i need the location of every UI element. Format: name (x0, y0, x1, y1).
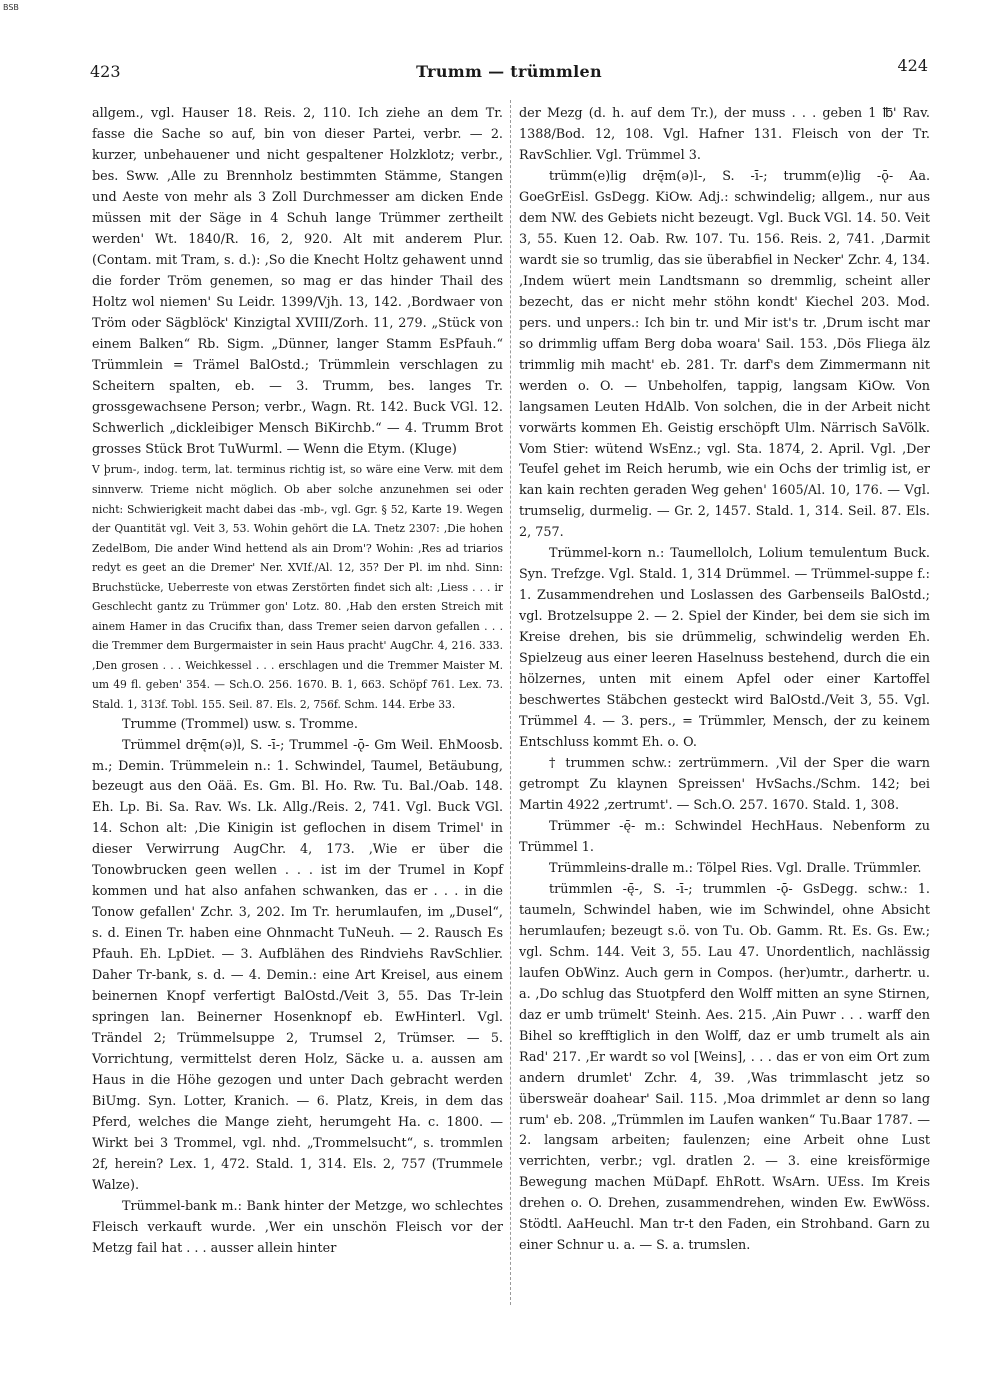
page-number-right: 424 (897, 56, 928, 75)
page-title: Trumm — trümmlen (416, 62, 602, 81)
right-column (519, 104, 930, 1257)
running-header (90, 56, 928, 86)
paragraph-trumm-continued: allgem., vgl. Hauser 18. Reis. 2, 110. Ich ziehe an dem Tr. fasse die Sache so auf, bin von dieser Partei, verbr. — 2. kurzer, unbehauener und nicht gespaltener Holzklotz; verbr., bes. Sww. ‚Alle zu Brennholz bestimmten Stämme, Stangen und Aeste von mehr als 3 Zoll Durchmesser am dicken Ende müssen mit der Säge in 4 Schuh lange Trümmer zertheilt werden' Wt. 1840/R. 16, 2, 920. Alt mit anderem Plur. (Contam. mit Tram, s. d.): ‚So die Knecht Holtz gehawent unnd die forder Tröm genemen, so mag er das hinder Thail des Holtz wol niemen' Su Leidr. 1399/Vjh. 13, 142. ‚Bordwaer von Tröm oder Sägblöck' Kinzigtal XVIII/Zorh. 11, 279. „Stück von einem Balken“ Rb. Sigm. „Dünner, langer Stamm EsPfauh.“ Trümmlein = Trämel BalOstd.; Trümmlein verschlagen zu Scheitern spalten, eb. — 3. Trumm, bes. langes Tr. grossgewachsene Person; verbr., Wagn. Rt. 142. Buck VGl. 12. Schwerlich „dickleibiger Mensch BiKirchb.“ — 4. Trumm Brot grosses Stück Brot TuWurml. — Wenn die Etym. (Kluge) (92, 106, 503, 457)
entry-truemmel: Trümmel drę̄m(ə)l, S. -ī-; Trummel -ǭ- Gm Weil. EhMoosb. m.; Demin. Trümmelein n.: 1. Schwindel, Taumel, Betäubung, bezeugt aus den Oää. Es. Gm. Bl. Ho. Rw. Tu. Bal./Oab. 148. Eh. Lp. Bi. Sa. Rav. Ws. Lk. Allg./Reis. 2, 741. Vgl. Buck VGl. 14. Schon alt: ‚Die Kinigin ist geflochen in disem Trimel' in dieser Verwirrung AugChr. 4, 173. ‚Wie er über die Tonowbrucken geen wellen . . . ist im der Trumel in Kopf kommen und hat also anfahen schwanken, das er . . . in die Tonow gefallen' Zchr. 3, 202. Im Tr. herumlaufen, im „Dusel“, s. d. Einen Tr. haben eine Ohnmacht TuNeuh. — 2. Rausch Es Pfauh. Eh. LpDiet. — 3. Aufblähen des Rindviehs RavSchlier. Daher Tr-bank, s. d. — 4. Demin.: eine Art Kreisel, aus einem beinernen Knopf verfertigt BalOstd./Veit 3, 55. Das Tr-lein springen lan. Beinerner Hosenknopf eb. EwHinterl. Vgl. Trändel 2; Trümmelsuppe 2, Trumsel 2, Trümser. — 5. Vorrichtung, vermittelst deren Holz, Säcke u. a. aussen am Haus in die Höhe gezogen und unter Dach gebracht werden BiUmg. Syn. Lotter, Kranich. — 6. Platz, Kreis, in dem das Pferd, welches die Mange zieht, herumgeht Ha. c. 1800. — Wirkt bei 3 Trommel, vgl. nhd. „Trommelsucht“, s. trommlen 2f, herein? Lex. 1, 472. Stald. 1, 314. Els. 2, 757 (Trummele Walze). (92, 737, 503, 1193)
etymology-note: V þrum-, indog. term, lat. terminus richtig ist, so wäre eine Verw. mit dem sinnverw. Trieme nicht möglich. Ob aber solche anzunehmen sei oder nicht: Schwierigkeit macht dabei das -mb-, vgl. Ggr. § 52, Karte 19. Wegen der Quantität vgl. Veit 3, 53. Wohin gehört die LA. Tnetz 2307: ‚Die hohen ZedelBom, Die ander Wind hettend als ain Drom'? Wohin: ‚Res ad triarios redyt es geet an die Dremer' Ner. XVIf./Al. 12, 35? Der Pl. im nhd. Sinn: Bruchstücke, Ueberreste von etwas Zerstörten findet sich alt: ‚Liess . . . ir Geschlecht gantz zu Trümmer gon' Lotz. 80. ‚Hab den ersten Streich mit ainem Hamer in das Crucifix than, dass Tremer seien darvon gefallen . . . die Tremmer dem Burgermaister in sein Haus pracht' AugChr. 4, 216. 333. ‚Den grosen . . . Weichkessel . . . erschlagen und die Tremmer Maister M. um 49 fl. geben' 354. — Sch.O. 256. 1670. B. 1, 663. Schöpf 761. Lex. 73. Stald. 1, 313f. Tobl. 155. Seil. 87. Els. 2, 756f. Schm. 144. Erbe 33. (92, 463, 503, 712)
left-column (92, 104, 503, 1260)
library-stamp: BSB (3, 3, 19, 12)
entry-truemmel-korn: Trümmel-korn n.: Taumellolch, Lolium temulentum Buck. Syn. Trefzge. Vgl. Stald. 1, 314 Drümmel. — Trümmel-suppe f.: 1. Zusammendrehen und Loslassen des Garbenseils BalOstd.; vgl. Brotzelsuppe 2. — 2. Spiel der Kinder, bei dem sie sich im Kreise drehen, bis sie drümmelig, schwindelig werden Eh. Spielzeug aus einer leeren Haselnuss bestehend, durch die ein hölzernes, unten mit einem Apfel oder einer Kartoffel beschwertes Stäbchen gesteckt wird BalOstd./Veit 3, 55. Vgl. Trümmel 4. — 3. pers., = Trümmler, Mensch, der zu keinem Entschluss kommt Eh. o. O. (519, 546, 930, 751)
entry-truemmel-bank: Trümmel-bank m.: Bank hinter der Metzge, wo schlechtes Fleisch verkauft wurde. ‚Wer ein unschön Fleisch vor der Metzg fail hat . . . ausser allein hinter (92, 1198, 503, 1256)
paragraph-truemmel-bank-continued: der Mezg (d. h. auf dem Tr.), der muss . . . geben 1 ℔' Rav. 1388/Bod. 12, 108. Vgl. Hafner 131. Fleisch von der Tr. RavSchlier. Vgl. Trümmel 3. (519, 106, 930, 163)
entry-truemmleins-dralle: Trümmleins-dralle m.: Tölpel Ries. Vgl. Dralle. Trümmler. (549, 860, 922, 876)
column-divider (510, 100, 511, 1305)
entry-trummen: † trummen schw.: zertrümmern. ‚Vil der Sper die warn getrompt Zu klaynen Spreissen' HvSachs./Schm. 142; bei Martin 4922 ‚zertrumt'. — Sch.O. 257. 1670. Stald. 1, 308. (519, 756, 930, 813)
entry-truemmelig: trümm(e)lig drę̄m(ə)l-, S. -ī-; trumm(e)lig -ǭ- Aa. GoeGrEisl. GsDegg. KiOw. Adj.: schwindelig; allgem., nur aus dem NW. des Gebiets nicht bezeugt. Vgl. Buck VGl. 14. 50. Veit 3, 55. Kuen 12. Oab. Rw. 107. Tu. 156. Reis. 2, 741. ‚Darmit wardt sie so trumlig, das sie überabfiel in Necker' Zchr. 4, 134. ‚Indem wüert mein Landtsmann so dremmlig, scheint aller bezecht, das er nicht mehr stöhn kondt' Kiechel 203. Mod. pers. und unpers.: Ich bin tr. und Mir ist's tr. ‚Drum ischt mar so drimmlig uffam Berg doba woara' Sail. 153. ‚Dös Fliega älz trimmlig mih macht' eb. 281. Tr. darf's dem Zimmermann nit werden o. O. — Unbeholfen, tappig, langsam KiOw. Von langsamen Leuten HdAlb. Von solchen, die in der Arbeit nicht vorwärts kommen Eh. Geistig erschöpft Ulm. Närrisch SaVölk. Vom Stier: wütend WsEnz.; vgl. Sta. 1874, 2. April. Vgl. ‚Der Teufel gehet im Reich herumb, wie ein Ochs der trimlig ist, er kan kain rechten geraden Weg gehen' 1605/Al. 10, 176. — Vgl. trumselig, durmelig. — Gr. 2, 1457. Stald. 1, 314. Seil. 87. Els. 2, 757. (519, 168, 930, 541)
entry-truemmlen: trümmlen -ę̄-, S. -ī-; trummlen -ǭ- GsDegg. schw.: 1. taumeln, Schwindel haben, wie im Schwindel, ohne Absicht herumlaufen; bezeugt s.ö. von Tu. Ob. Gamm. Rt. Es. Gs. Ew.; vgl. Schm. 144. Veit 3, 55. Lau 47. Unordentlich, nachlässig laufen ObWinz. Auch gern in Compos. (her)umtr., darhertr. u. a. ‚Do schlug das Stuotpferd den Wolff mitten an syne Stirnen, daz er umb trümelt' Steinh. Aes. 215. ‚Ain Puwr . . . warff den Bihel so krefftiglich in den Wolff, daz er umb trumelt als ain Rad' 217. ‚Er wardt so vol [Weins], . . . das er von eim Ort zum andern drumlet' Zchr. 4, 39. ‚Was trimmlascht jetz so übersweär doahear' Sail. 115. ‚Moa drimmlet ar denn so lang rum' eb. 208. „Trümmlen im Laufen wanken“ Tu.Baar 1787. — 2. langsam arbeiten; faulenzen; eine Arbeit ohne Lust verrichten, verbr.; vgl. dratlen 2. — 3. eine kreisförmige Bewegung machen MüDapf. EhRott. WsArn. UEss. Im Kreis drehen o. O. Drehen, zusammendrehen, winden Ew. EwWöss. Stödtl. AaHeuchl. Man tr-t den Faden, ein Strohband. Garn zu einer Schnur u. a. — S. a. trumslen. (519, 881, 930, 1254)
entry-trumme: Trumme (Trommel) usw. s. Tromme. (122, 716, 358, 732)
page-number-left: 423 (90, 62, 121, 81)
entry-truemmer: Trümmer -ę̄- m.: Schwindel HechHaus. Nebenform zu Trümmel 1. (519, 818, 930, 855)
